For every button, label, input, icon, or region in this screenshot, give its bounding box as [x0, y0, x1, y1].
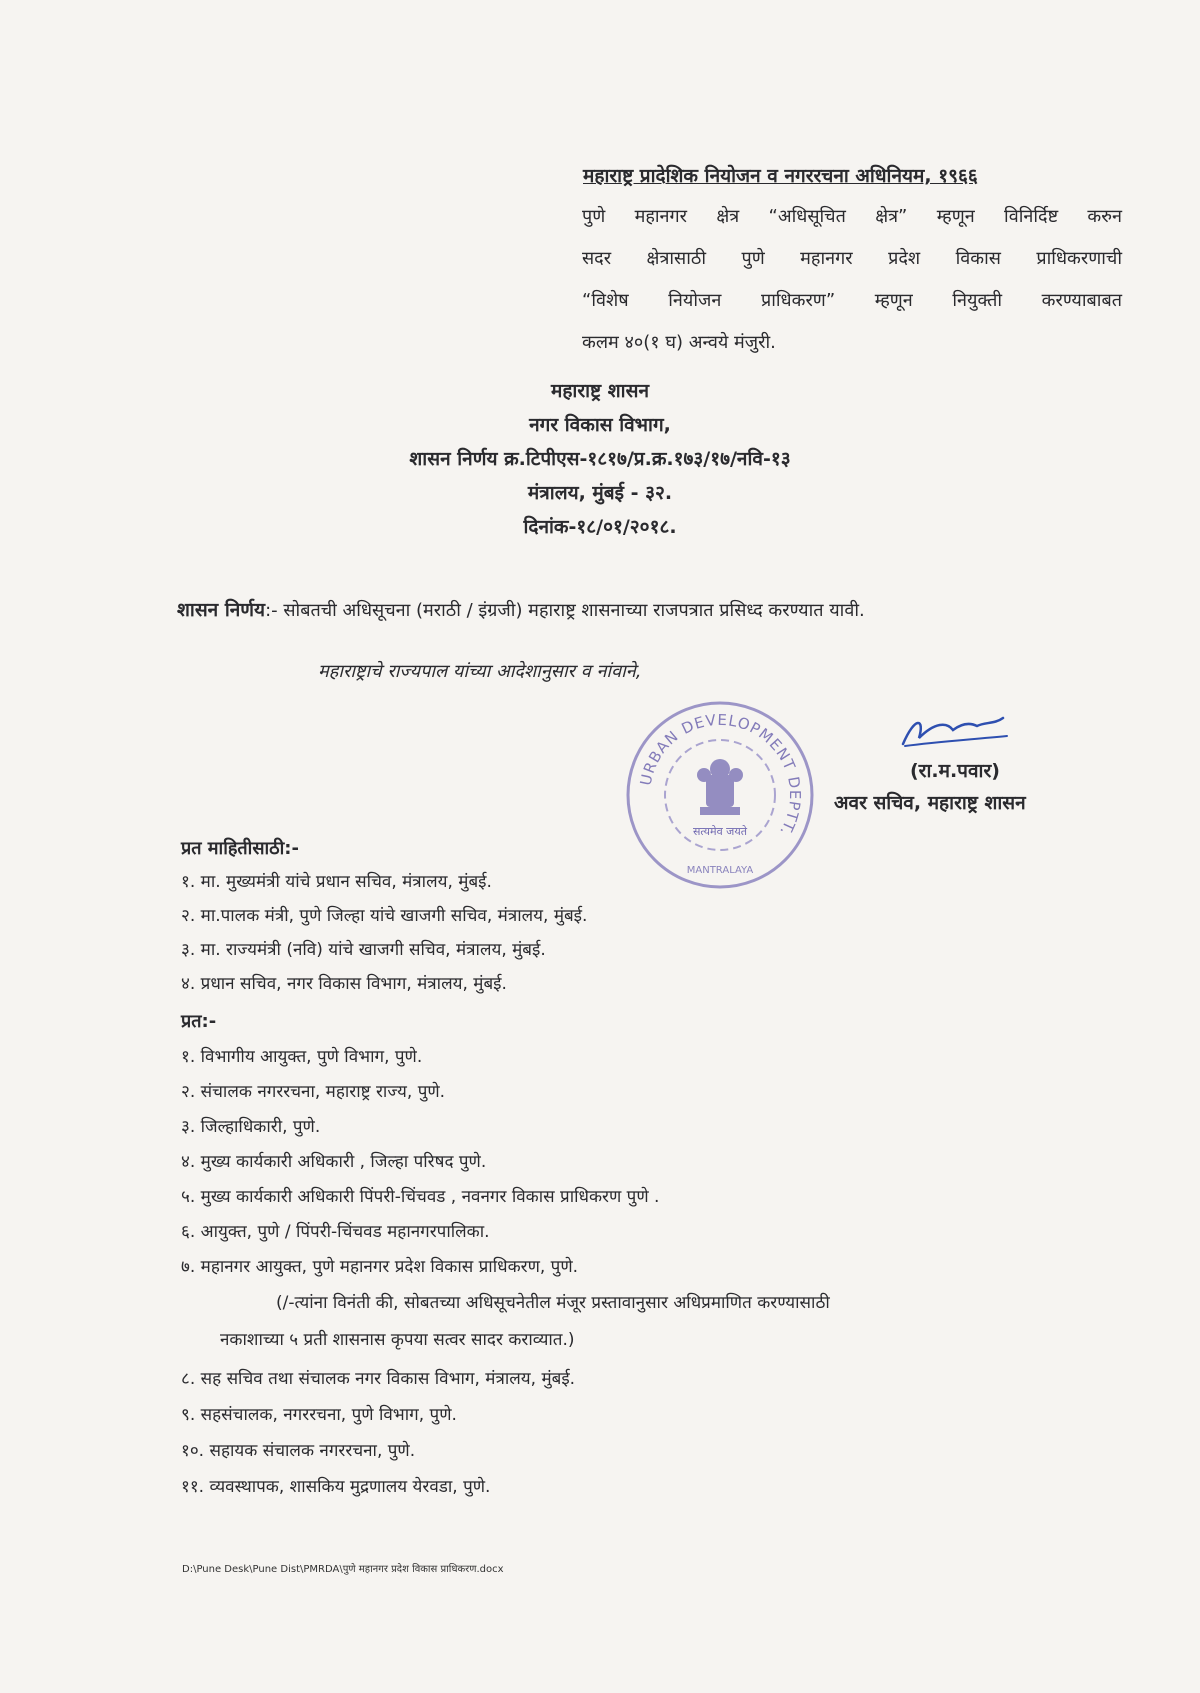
copy-item: १०. सहायक संचालक नगररचना, पुणे. — [181, 1441, 416, 1461]
act-heading: महाराष्ट्र प्रादेशिक नियोजन व नगररचना अधिनियम, १९६६ — [583, 165, 978, 187]
copy-item: ३. जिल्हाधिकारी, पुणे. — [181, 1117, 321, 1137]
govt-name: महाराष्ट्र शासन — [550, 380, 649, 402]
authority-line: महाराष्ट्राचे राज्यपाल यांच्या आदेशानुसार व नांवाने, — [318, 661, 642, 682]
decision-line — [177, 596, 865, 622]
subject-line: सदर क्षेत्रासाठी पुणे महानगर प्रदेश विकास प्राधिकरणाची — [582, 248, 1122, 269]
copy-item: ११. व्यवस्थापक, शासकिय मुद्रणालय येरवडा, पुणे. — [181, 1477, 491, 1497]
seal-motto: सत्यमेव जयते — [692, 825, 748, 838]
department-seal — [620, 695, 820, 895]
decision-text: :- सोबतची अधिसूचना (मराठी / इंग्रजी) महाराष्ट्र शासनाच्या राजपत्रात प्रसिध्द करण्यात यावी. — [265, 600, 865, 621]
info-item: २. मा.पालक मंत्री, पुणे जिल्हा यांचे खाजगी सचिव, मंत्रालय, मुंबई. — [181, 906, 588, 926]
copy-note-line1: (/-त्यांना विनंती की, सोबतच्या अधिसूचनेतील मंजूर प्रस्तावानुसार अधिप्रमाणित करण्यासाठी — [276, 1293, 830, 1313]
copy-item: ४. मुख्य कार्यकारी अधिकारी , जिल्हा परिषद पुणे. — [181, 1152, 487, 1172]
signatory-name: (रा.म.पवार) — [910, 760, 1000, 782]
department-name: नगर विकास विभाग, — [529, 414, 671, 436]
signatory-title: अवर सचिव, महाराष्ट्र शासन — [834, 792, 1026, 814]
info-item: ३. मा. राज्यमंत्री (नवि) यांचे खाजगी सचिव, मंत्रालय, मुंबई. — [181, 940, 546, 960]
subject-line: कलम ४०(१ घ) अन्वये मंजुरी. — [582, 332, 776, 353]
seal-ring-text: URBAN DEVELOPMENT DEPTT. — [636, 710, 805, 840]
seal-bottom-text: MANTRALAYA — [686, 865, 754, 876]
info-item: १. मा. मुख्यमंत्री यांचे प्रधान सचिव, मंत्रालय, मुंबई. — [181, 872, 492, 892]
copy-section-heading: प्रत:- — [181, 1011, 217, 1032]
resolution-date: दिनांक-१८/०१/२०१८. — [523, 516, 677, 538]
decision-label: शासन निर्णय — [177, 599, 266, 621]
signature — [895, 712, 1015, 752]
copy-item: ८. सह सचिव तथा संचालक नगर विकास विभाग, मंत्रालय, मुंबई. — [181, 1369, 576, 1389]
copy-item: २. संचालक नगररचना, महाराष्ट्र राज्य, पुणे. — [181, 1082, 446, 1102]
copy-item: ९. सहसंचालक, नगररचना, पुणे विभाग, पुणे. — [181, 1405, 457, 1425]
footer-file-path: D:\Pune Desk\Pune Dist\PMRDA\पुणे महानगर प्रदेश विकास प्राधिकरण.docx — [182, 1564, 504, 1575]
government-header — [0, 377, 1200, 547]
copy-item: ५. मुख्य कार्यकारी अधिकारी पिंपरी-चिंचवड , नवनगर विकास प्राधिकरण पुणे . — [181, 1187, 660, 1207]
resolution-number: शासन निर्णय क्र.टिपीएस-१८१७/प्र.क्र.१७३/१७/नवि-१३ — [409, 448, 791, 470]
subject-paragraph — [582, 196, 1122, 364]
copy-item: ६. आयुक्त, पुणे / पिंपरी-चिंचवड महानगरपालिका. — [181, 1222, 490, 1242]
subject-line: “विशेष नियोजन प्राधिकरण” म्हणून नियुक्ती करण्याबाबत — [582, 290, 1122, 311]
subject-line: पुणे महानगर क्षेत्र “अधिसूचित क्षेत्र” म्हणून विनिर्दिष्ट करुन — [582, 206, 1122, 227]
info-section-heading: प्रत माहितीसाठी:- — [181, 838, 299, 859]
copy-note-line2: नकाशाच्या ५ प्रती शासनास कृपया सत्वर सादर कराव्यात.) — [220, 1330, 575, 1350]
copy-item: ७. महानगर आयुक्त, पुणे महानगर प्रदेश विकास प्राधिकरण, पुणे. — [181, 1257, 579, 1277]
copy-item: १. विभागीय आयुक्त, पुणे विभाग, पुणे. — [181, 1047, 423, 1067]
office-address: मंत्रालय, मुंबई - ३२. — [527, 482, 673, 504]
info-item: ४. प्रधान सचिव, नगर विकास विभाग, मंत्रालय, मुंबई. — [181, 974, 507, 994]
